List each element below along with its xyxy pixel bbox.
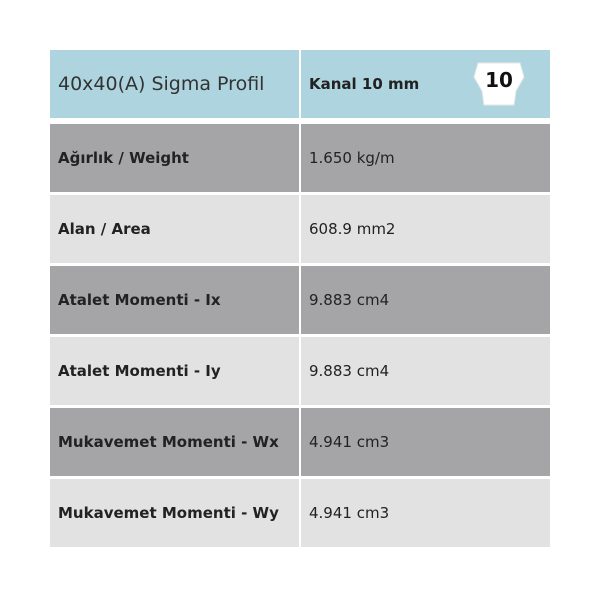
table-row — [50, 479, 550, 547]
channel-badge-number: 10 — [485, 68, 513, 92]
channel-cell — [301, 50, 550, 118]
spec-table — [50, 50, 550, 550]
header-row — [50, 50, 550, 118]
row-value: 4.941 cm3 — [309, 433, 390, 451]
table-row — [50, 124, 550, 192]
row-label: Mukavemet Momenti - Wy — [58, 504, 279, 522]
row-value: 9.883 cm4 — [309, 291, 390, 309]
row-value: 1.650 kg/m — [309, 149, 395, 167]
profile-title: 40x40(A) Sigma Profil — [50, 50, 299, 118]
table-row — [50, 195, 550, 263]
channel-label: Kanal 10 mm — [309, 75, 420, 93]
row-label: Atalet Momenti - Ix — [58, 291, 221, 309]
row-value: 4.941 cm3 — [309, 504, 390, 522]
row-label: Alan / Area — [58, 220, 151, 238]
table-row — [50, 266, 550, 334]
row-label: Ağırlık / Weight — [58, 149, 189, 167]
row-label: Mukavemet Momenti - Wx — [58, 433, 279, 451]
row-label: Atalet Momenti - Iy — [58, 362, 221, 380]
channel-badge — [470, 61, 528, 109]
row-value: 9.883 cm4 — [309, 362, 390, 380]
table-row — [50, 337, 550, 405]
row-value: 608.9 mm2 — [309, 220, 396, 238]
table-row — [50, 408, 550, 476]
